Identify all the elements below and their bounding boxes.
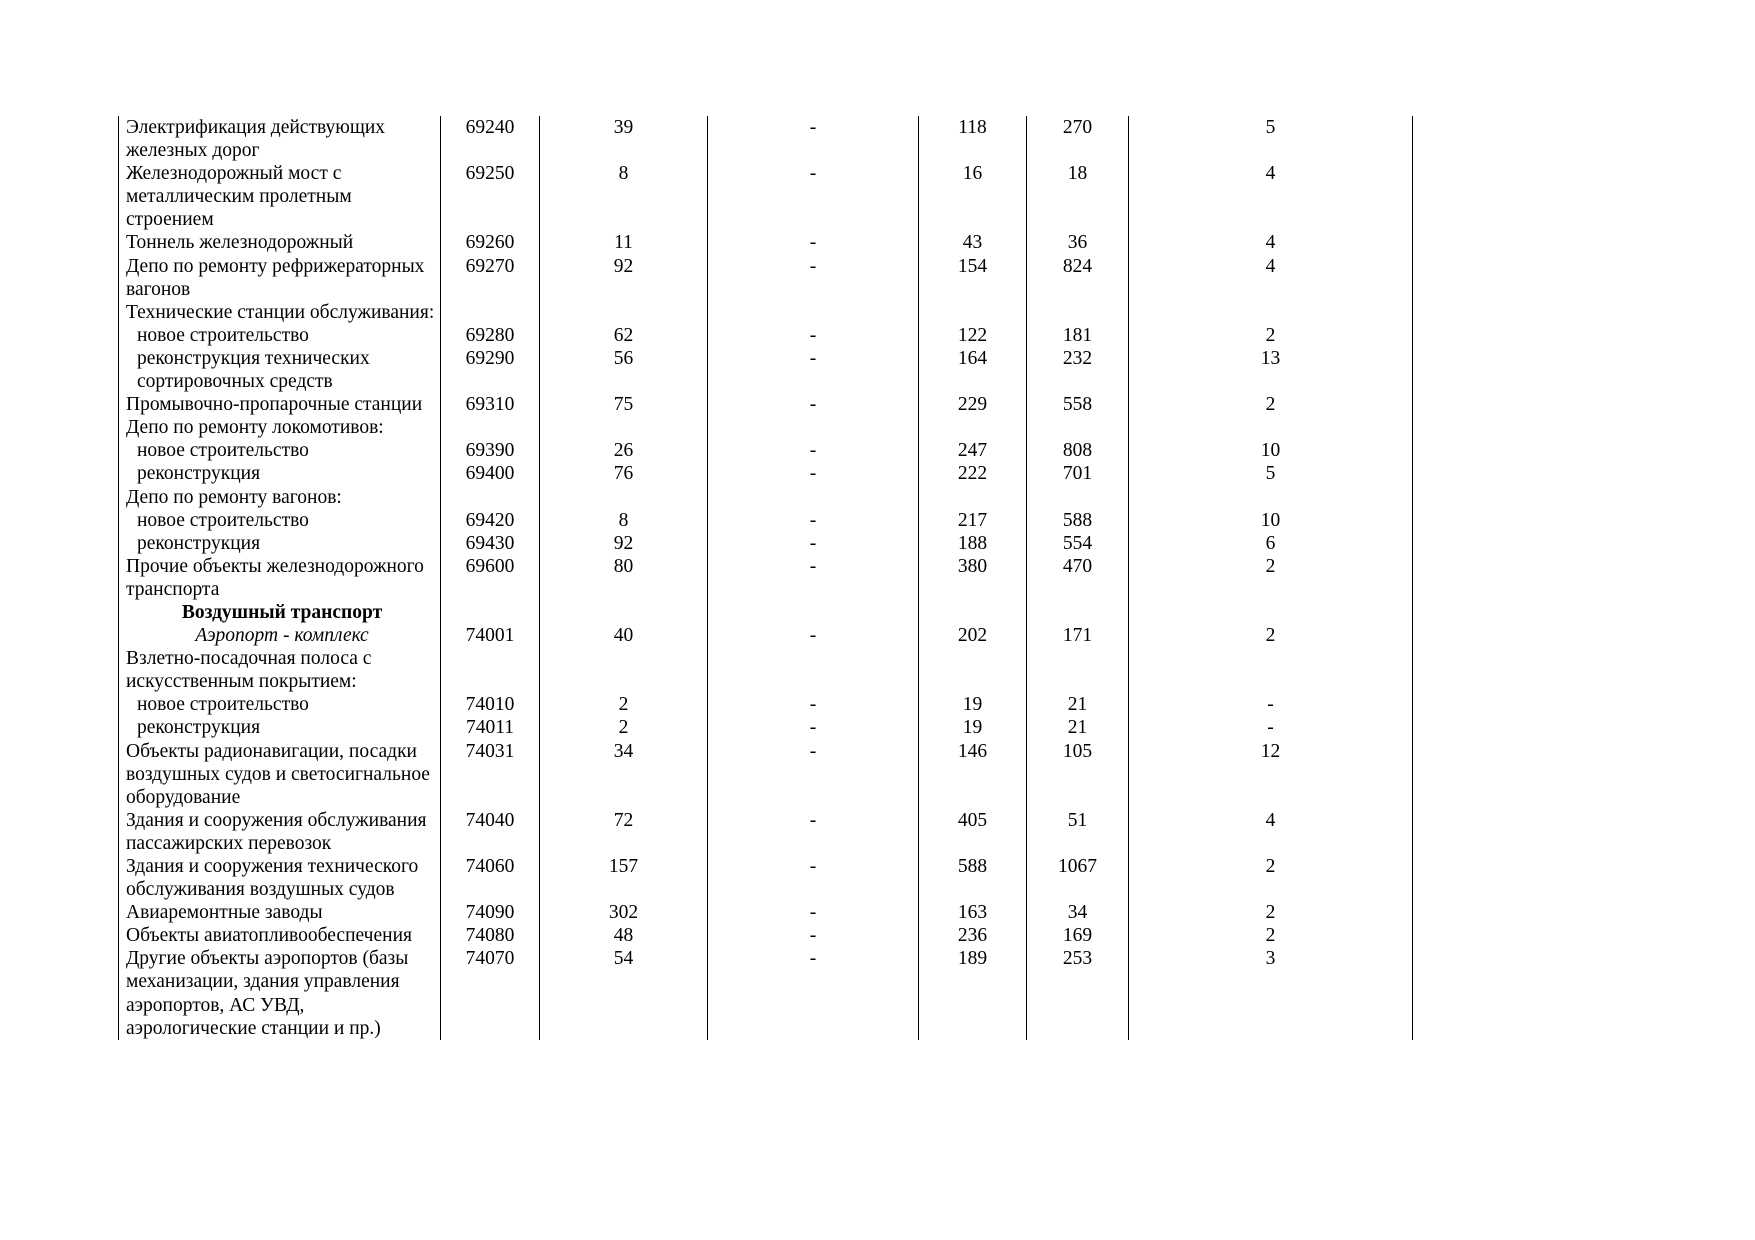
table-row (119, 809, 1413, 855)
value-1-cell (540, 486, 708, 509)
table-row (119, 416, 1413, 439)
table-row (119, 555, 1413, 601)
value-5-cell: 4 (1129, 809, 1413, 855)
value-3-cell: 163 (919, 901, 1027, 924)
object-name-cell: новое строительство (119, 324, 441, 347)
value-3-cell: 247 (919, 439, 1027, 462)
table-row (119, 116, 1413, 162)
object-name-cell: Депо по ремонту вагонов: (119, 486, 441, 509)
value-2-cell: - (708, 162, 919, 231)
value-4-cell: 169 (1027, 924, 1129, 947)
value-1-cell: 92 (540, 255, 708, 301)
value-1-cell: 62 (540, 324, 708, 347)
value-2-cell (708, 301, 919, 324)
value-3-cell: 380 (919, 555, 1027, 601)
value-5-cell: 13 (1129, 347, 1413, 393)
value-4-cell: 470 (1027, 555, 1129, 601)
object-name-cell: Прочие объекты железнодорожного транспорта (119, 555, 441, 601)
table-row (119, 693, 1413, 716)
value-2-cell: - (708, 555, 919, 601)
value-4-cell (1027, 301, 1129, 324)
value-3-cell (919, 601, 1027, 624)
value-3-cell: 19 (919, 716, 1027, 739)
value-1-cell: 48 (540, 924, 708, 947)
value-3-cell: 229 (919, 393, 1027, 416)
value-1-cell (540, 301, 708, 324)
value-4-cell: 1067 (1027, 855, 1129, 901)
object-name-cell: Депо по ремонту рефрижераторных вагонов (119, 255, 441, 301)
table-row (119, 324, 1413, 347)
code-cell: 69390 (441, 439, 540, 462)
code-cell: 69260 (441, 231, 540, 254)
value-3-cell (919, 647, 1027, 693)
value-1-cell: 2 (540, 716, 708, 739)
value-1-cell: 26 (540, 439, 708, 462)
value-2-cell: - (708, 901, 919, 924)
value-2-cell: - (708, 255, 919, 301)
value-1-cell: 157 (540, 855, 708, 901)
table-container (118, 116, 1412, 1040)
value-4-cell (1027, 486, 1129, 509)
code-cell: 69290 (441, 347, 540, 393)
object-name-cell: Здания и сооружения обслуживания пассажирских перевозок (119, 809, 441, 855)
value-2-cell (708, 486, 919, 509)
value-3-cell: 16 (919, 162, 1027, 231)
table-row (119, 740, 1413, 809)
value-5-cell: 2 (1129, 924, 1413, 947)
value-5-cell (1129, 486, 1413, 509)
value-1-cell: 8 (540, 509, 708, 532)
value-3-cell (919, 301, 1027, 324)
object-name-cell: Воздушный транспорт (119, 601, 441, 624)
value-1-cell: 34 (540, 740, 708, 809)
value-2-cell: - (708, 624, 919, 647)
value-1-cell: 39 (540, 116, 708, 162)
object-name-cell: Объекты радионавигации, посадки воздушных судов и светосигнальное оборудование (119, 740, 441, 809)
value-4-cell: 51 (1027, 809, 1129, 855)
value-4-cell (1027, 647, 1129, 693)
code-cell: 74060 (441, 855, 540, 901)
value-2-cell: - (708, 855, 919, 901)
value-4-cell: 105 (1027, 740, 1129, 809)
value-3-cell: 164 (919, 347, 1027, 393)
object-name-cell: реконструкция (119, 532, 441, 555)
value-4-cell: 824 (1027, 255, 1129, 301)
value-1-cell: 80 (540, 555, 708, 601)
value-3-cell: 217 (919, 509, 1027, 532)
value-2-cell: - (708, 324, 919, 347)
table-row (119, 439, 1413, 462)
value-1-cell: 76 (540, 462, 708, 485)
table-row (119, 301, 1413, 324)
object-name-cell: Железнодорожный мост с металлическим пролетным строением (119, 162, 441, 231)
value-3-cell: 189 (919, 947, 1027, 1039)
value-5-cell: 5 (1129, 116, 1413, 162)
code-cell: 74090 (441, 901, 540, 924)
code-cell: 74011 (441, 716, 540, 739)
table-row (119, 947, 1413, 1039)
construction-norms-table (118, 116, 1413, 1040)
table-row (119, 393, 1413, 416)
value-1-cell: 8 (540, 162, 708, 231)
code-cell (441, 647, 540, 693)
value-2-cell: - (708, 462, 919, 485)
value-5-cell (1129, 416, 1413, 439)
code-cell (441, 416, 540, 439)
code-cell: 74040 (441, 809, 540, 855)
value-2-cell (708, 647, 919, 693)
value-4-cell: 808 (1027, 439, 1129, 462)
value-4-cell: 34 (1027, 901, 1129, 924)
value-5-cell: 4 (1129, 162, 1413, 231)
value-5-cell: - (1129, 716, 1413, 739)
object-name-cell: новое строительство (119, 439, 441, 462)
table-row (119, 855, 1413, 901)
value-2-cell (708, 601, 919, 624)
value-3-cell: 188 (919, 532, 1027, 555)
value-3-cell: 118 (919, 116, 1027, 162)
code-cell: 69430 (441, 532, 540, 555)
value-4-cell: 588 (1027, 509, 1129, 532)
object-name-cell: новое строительство (119, 509, 441, 532)
value-1-cell: 75 (540, 393, 708, 416)
value-4-cell: 36 (1027, 231, 1129, 254)
code-cell: 74001 (441, 624, 540, 647)
value-3-cell: 236 (919, 924, 1027, 947)
value-4-cell: 171 (1027, 624, 1129, 647)
value-1-cell: 54 (540, 947, 708, 1039)
code-cell: 69250 (441, 162, 540, 231)
value-4-cell: 232 (1027, 347, 1129, 393)
value-1-cell: 302 (540, 901, 708, 924)
code-cell: 74070 (441, 947, 540, 1039)
value-3-cell: 202 (919, 624, 1027, 647)
value-5-cell: 4 (1129, 231, 1413, 254)
value-2-cell: - (708, 809, 919, 855)
table-row (119, 601, 1413, 624)
value-3-cell: 588 (919, 855, 1027, 901)
value-3-cell (919, 486, 1027, 509)
value-4-cell: 21 (1027, 693, 1129, 716)
object-name-cell: Электрификация действующих железных дорог (119, 116, 441, 162)
code-cell (441, 486, 540, 509)
object-name-cell: Депо по ремонту локомотивов: (119, 416, 441, 439)
value-1-cell: 11 (540, 231, 708, 254)
value-5-cell: 10 (1129, 509, 1413, 532)
value-5-cell: 6 (1129, 532, 1413, 555)
value-5-cell: 5 (1129, 462, 1413, 485)
value-5-cell: 10 (1129, 439, 1413, 462)
value-3-cell: 146 (919, 740, 1027, 809)
table-row (119, 624, 1413, 647)
object-name-cell: реконструкция (119, 462, 441, 485)
code-cell: 69240 (441, 116, 540, 162)
object-name-cell: Объекты авиатопливообеспечения (119, 924, 441, 947)
table-row (119, 532, 1413, 555)
value-1-cell (540, 601, 708, 624)
value-3-cell: 222 (919, 462, 1027, 485)
value-2-cell: - (708, 347, 919, 393)
code-cell: 74031 (441, 740, 540, 809)
value-2-cell: - (708, 693, 919, 716)
value-5-cell: 4 (1129, 255, 1413, 301)
table-row (119, 347, 1413, 393)
value-3-cell: 154 (919, 255, 1027, 301)
object-name-cell: новое строительство (119, 693, 441, 716)
value-5-cell: 2 (1129, 624, 1413, 647)
value-2-cell: - (708, 393, 919, 416)
table-row (119, 486, 1413, 509)
value-4-cell: 701 (1027, 462, 1129, 485)
object-name-cell: Другие объекты аэропортов (базы механизации, здания управления аэропортов, АС УВД, аэрологические станции и пр.) (119, 947, 441, 1039)
object-name-cell: Здания и сооружения технического обслуживания воздушных судов (119, 855, 441, 901)
value-4-cell: 181 (1027, 324, 1129, 347)
value-3-cell: 122 (919, 324, 1027, 347)
value-3-cell: 19 (919, 693, 1027, 716)
table-row (119, 462, 1413, 485)
code-cell: 69400 (441, 462, 540, 485)
table-row (119, 509, 1413, 532)
value-4-cell: 558 (1027, 393, 1129, 416)
value-4-cell (1027, 601, 1129, 624)
value-2-cell: - (708, 947, 919, 1039)
value-5-cell: - (1129, 693, 1413, 716)
value-2-cell: - (708, 532, 919, 555)
code-cell: 69420 (441, 509, 540, 532)
table-row (119, 924, 1413, 947)
value-3-cell: 43 (919, 231, 1027, 254)
value-3-cell: 405 (919, 809, 1027, 855)
value-4-cell: 253 (1027, 947, 1129, 1039)
value-4-cell: 21 (1027, 716, 1129, 739)
value-4-cell (1027, 416, 1129, 439)
value-5-cell: 2 (1129, 324, 1413, 347)
value-5-cell: 3 (1129, 947, 1413, 1039)
value-4-cell: 554 (1027, 532, 1129, 555)
value-3-cell (919, 416, 1027, 439)
object-name-cell: Взлетно-посадочная полоса с искусственным покрытием: (119, 647, 441, 693)
object-name-cell: Авиаремонтные заводы (119, 901, 441, 924)
code-cell: 69600 (441, 555, 540, 601)
table-body (119, 116, 1413, 1040)
object-name-cell: Промывочно-пропарочные станции (119, 393, 441, 416)
code-cell (441, 601, 540, 624)
value-5-cell: 2 (1129, 901, 1413, 924)
value-5-cell (1129, 601, 1413, 624)
object-name-cell: Аэропорт - комплекс (119, 624, 441, 647)
value-1-cell: 56 (540, 347, 708, 393)
value-1-cell (540, 416, 708, 439)
table-row (119, 255, 1413, 301)
code-cell: 69310 (441, 393, 540, 416)
value-5-cell: 12 (1129, 740, 1413, 809)
value-1-cell (540, 647, 708, 693)
value-1-cell: 72 (540, 809, 708, 855)
object-name-cell: реконструкция технических сортировочных средств (119, 347, 441, 393)
table-row (119, 231, 1413, 254)
value-2-cell (708, 416, 919, 439)
code-cell: 74080 (441, 924, 540, 947)
value-2-cell: - (708, 231, 919, 254)
code-cell: 69280 (441, 324, 540, 347)
table-row (119, 647, 1413, 693)
code-cell: 74010 (441, 693, 540, 716)
code-cell: 69270 (441, 255, 540, 301)
object-name-cell: реконструкция (119, 716, 441, 739)
value-2-cell: - (708, 924, 919, 947)
value-5-cell: 2 (1129, 393, 1413, 416)
value-2-cell: - (708, 116, 919, 162)
value-1-cell: 40 (540, 624, 708, 647)
value-2-cell: - (708, 716, 919, 739)
value-1-cell: 2 (540, 693, 708, 716)
object-name-cell: Тоннель железнодорожный (119, 231, 441, 254)
value-5-cell (1129, 647, 1413, 693)
value-2-cell: - (708, 439, 919, 462)
value-5-cell (1129, 301, 1413, 324)
table-row (119, 162, 1413, 231)
value-5-cell: 2 (1129, 555, 1413, 601)
table-row (119, 901, 1413, 924)
value-4-cell: 18 (1027, 162, 1129, 231)
value-5-cell: 2 (1129, 855, 1413, 901)
value-1-cell: 92 (540, 532, 708, 555)
table-row (119, 716, 1413, 739)
value-4-cell: 270 (1027, 116, 1129, 162)
value-2-cell: - (708, 740, 919, 809)
code-cell (441, 301, 540, 324)
object-name-cell: Технические станции обслуживания: (119, 301, 441, 324)
value-2-cell: - (708, 509, 919, 532)
